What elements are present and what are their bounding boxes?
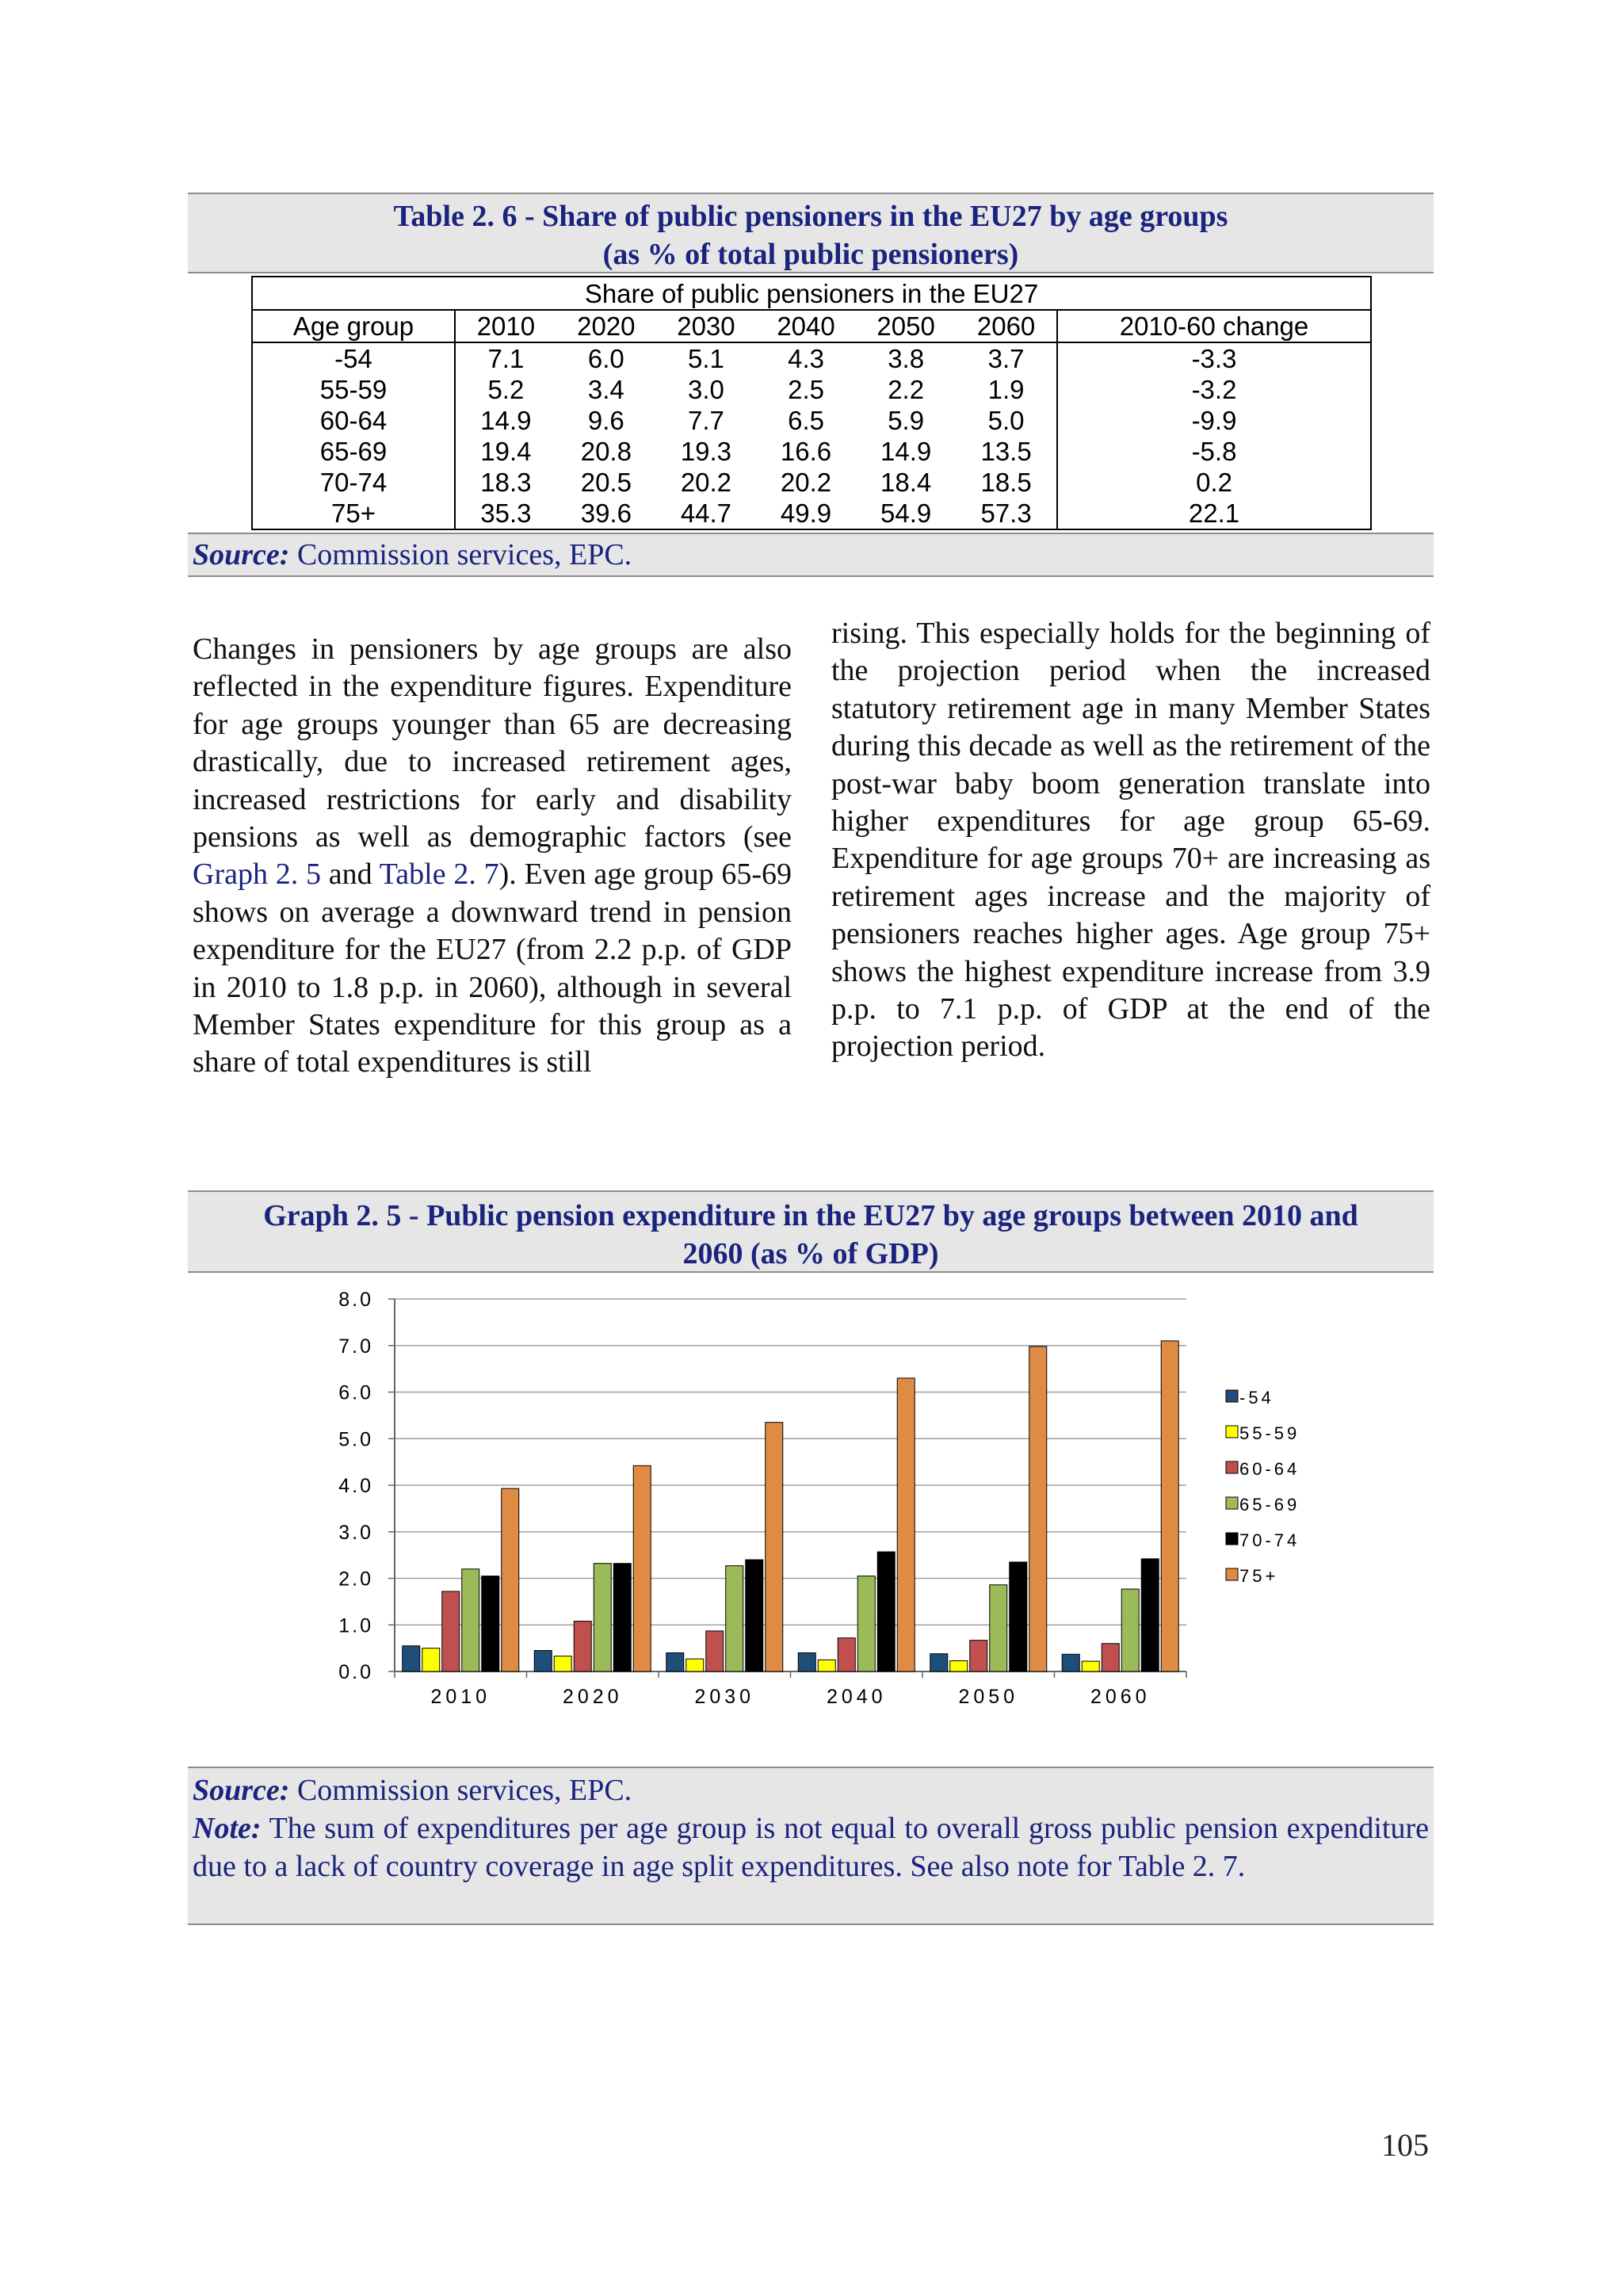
table-cell: 3.0 — [688, 375, 724, 404]
table-cell: 55-59 — [252, 374, 455, 405]
table-cell: 19.3 — [680, 437, 732, 466]
x-tick-label: 2060 — [1090, 1686, 1151, 1708]
legend-label: 75+ — [1239, 1566, 1279, 1586]
y-tick-label: 6.0 — [338, 1381, 373, 1404]
table-cell: 3.7 — [987, 344, 1025, 373]
table-cell: -9.9 — [1057, 405, 1371, 436]
body-text-right-column — [831, 615, 1430, 1066]
bar-75+-2060 — [1161, 1341, 1178, 1671]
bar-65-69-2030 — [726, 1566, 743, 1671]
graph-title-line1: Graph 2. 5 - Public pension expenditure in the EU27 by age groups between 2010 and — [263, 1199, 1358, 1232]
note-text: The sum of expenditures per age group is not equal to overall gross public pension expenditure due to a lack of country coverage in age split expenditures. See also note for Table 2. 7. — [193, 1812, 1429, 1883]
table-cell: 5.2 — [487, 375, 525, 404]
bar-70-74-2020 — [613, 1564, 631, 1671]
column-header: Age group — [252, 310, 455, 342]
bar-70-74-2050 — [1010, 1562, 1027, 1671]
body-text-left-column — [193, 631, 792, 1082]
bar-60-64-2060 — [1102, 1644, 1119, 1671]
legend-swatch-55-59 — [1226, 1426, 1238, 1438]
bar-65-69-2010 — [462, 1569, 479, 1671]
pensioners-share-table — [251, 276, 1372, 530]
bar-60-64-2020 — [574, 1622, 591, 1671]
table-cell: 7.7 — [688, 406, 724, 435]
table-cell: 14.9 — [880, 437, 932, 466]
x-tick-label: 2010 — [430, 1686, 491, 1708]
source-text: Commission services, EPC. — [289, 1774, 632, 1807]
table-cell: 20.2 — [780, 468, 832, 497]
page-number: 105 — [1381, 2127, 1429, 2163]
bar-55-59-2050 — [950, 1660, 968, 1671]
table-cell: 7.1 — [487, 344, 525, 373]
table-cell: 6.0 — [587, 344, 624, 373]
table-cell: 2.2 — [888, 375, 925, 404]
table-cell: 9.6 — [587, 406, 624, 435]
bar-75+-2040 — [897, 1378, 915, 1671]
bar-75+-2030 — [766, 1423, 783, 1671]
bar-75+-2010 — [502, 1488, 519, 1671]
graph-title — [188, 1190, 1434, 1273]
table-cell: 2.5 — [788, 375, 824, 404]
bar-55-59-2030 — [686, 1659, 704, 1671]
bar-70-74-2010 — [482, 1576, 499, 1671]
bar-70-74-2030 — [746, 1560, 763, 1671]
y-tick-label: 1.0 — [338, 1614, 373, 1637]
x-tick-label: 2050 — [958, 1686, 1019, 1708]
y-tick-label: 2.0 — [338, 1568, 373, 1591]
table-cell: 39.6 — [556, 498, 656, 529]
table-cell: 18.5 — [980, 468, 1032, 497]
table-cell: 57.3 — [956, 498, 1057, 529]
graph-source-and-note — [188, 1767, 1434, 1925]
table-row — [252, 342, 1371, 374]
table-row — [252, 436, 1371, 467]
bar--54-2040 — [798, 1653, 815, 1672]
legend-label: 60-64 — [1239, 1459, 1300, 1479]
table-cell: -54 — [252, 342, 455, 374]
graph-reference-link[interactable]: Graph 2. 5 — [193, 858, 322, 892]
table-cell: -3.2 — [1057, 374, 1371, 405]
table-cell: 3.8 — [888, 344, 925, 373]
y-tick-label: 4.0 — [338, 1475, 373, 1497]
column-header: 2040 — [756, 310, 856, 342]
body-text: ). Even age group 65-69 shows on average a downward trend in pension expenditure for the EU27 (from 2.2 p.p. of GDP in 2010 to 1.8 p.p. in 2060), although in several Member States expenditure for this group as a share of total expenditures is still — [193, 858, 792, 1079]
bar-70-74-2040 — [877, 1552, 895, 1671]
bar--54-2030 — [666, 1653, 684, 1672]
table-cell: 22.1 — [1057, 498, 1371, 529]
table-cell: -5.8 — [1057, 436, 1371, 467]
table-inner-title: Share of public pensioners in the EU27 — [252, 277, 1371, 310]
column-header: 2020 — [556, 310, 656, 342]
column-header: 2010 — [455, 310, 556, 342]
table-cell: 5.0 — [987, 406, 1025, 435]
legend-label: 65-69 — [1239, 1495, 1300, 1515]
bar-55-59-2060 — [1082, 1661, 1099, 1671]
table-cell: 65-69 — [252, 436, 455, 467]
y-tick-label: 8.0 — [338, 1289, 373, 1311]
table-cell: 44.7 — [656, 498, 756, 529]
legend-swatch-75+ — [1226, 1568, 1238, 1580]
table-cell: 20.8 — [580, 437, 632, 466]
legend-label: 70-74 — [1239, 1530, 1300, 1550]
table-cell: 6.5 — [788, 406, 824, 435]
legend-label: 55-59 — [1239, 1423, 1300, 1443]
source-text: Commission services, EPC. — [289, 538, 632, 571]
bar-65-69-2050 — [990, 1585, 1007, 1671]
x-tick-label: 2040 — [826, 1686, 887, 1708]
bar-60-64-2040 — [838, 1638, 855, 1671]
bar-60-64-2050 — [970, 1641, 987, 1671]
table-cell: 13.5 — [980, 437, 1032, 466]
column-header: 2030 — [656, 310, 756, 342]
table-cell: 19.4 — [480, 437, 532, 466]
table-title — [188, 193, 1434, 273]
source-label: Source: — [193, 538, 290, 571]
table-cell: 3.4 — [587, 375, 624, 404]
bar--54-2010 — [403, 1646, 420, 1671]
graph-title-line2: 2060 (as % of GDP) — [682, 1237, 939, 1270]
source-label: Source: — [193, 1774, 290, 1807]
table-cell: 60-64 — [252, 405, 455, 436]
table-cell: 18.3 — [480, 468, 532, 497]
table-cell: 4.3 — [788, 344, 824, 373]
table-cell: 20.2 — [680, 468, 732, 497]
bar--54-2020 — [534, 1651, 552, 1671]
note-label: Note: — [193, 1812, 262, 1845]
table-cell: 14.9 — [480, 406, 532, 435]
table-cell: 16.6 — [780, 437, 832, 466]
column-header: 2060 — [956, 310, 1057, 342]
table-title-line1: Table 2. 6 - Share of public pensioners in the EU27 by age groups — [393, 200, 1228, 233]
table-cell: 54.9 — [856, 498, 956, 529]
body-text: rising. This especially holds for the beginning of the projection period when the increased statutory retirement age in many Member States during this decade as well as the retirement of the post-war baby boom generation translate into higher expenditures for age group 65-69. Expenditure for age groups 70+ are increasing as retirement ages increase and the majority of pensioners reaches higher ages. Age group 75+ shows the highest expenditure increase from 3.9 p.p. to 7.1 p.p. of GDP at the end of the projection period. — [831, 617, 1430, 1064]
column-header: 2050 — [856, 310, 956, 342]
table-cell: 5.9 — [888, 406, 925, 435]
x-tick-label: 2030 — [694, 1686, 755, 1708]
table-row — [252, 498, 1371, 529]
table-row — [252, 467, 1371, 498]
bar-75+-2050 — [1029, 1347, 1047, 1671]
bar-70-74-2060 — [1141, 1559, 1159, 1671]
table-row — [252, 374, 1371, 405]
table-cell: 70-74 — [252, 467, 455, 498]
body-text: and — [321, 858, 380, 892]
bar-60-64-2030 — [706, 1631, 724, 1671]
bar--54-2050 — [930, 1654, 948, 1671]
bar-55-59-2010 — [422, 1648, 440, 1671]
table-cell: 5.1 — [688, 344, 724, 373]
table-cell: 20.5 — [580, 468, 632, 497]
bar-55-59-2020 — [554, 1656, 571, 1671]
bar-65-69-2040 — [857, 1576, 875, 1671]
table-title-line2: (as % of total public pensioners) — [602, 238, 1019, 271]
bar-75+-2020 — [633, 1465, 651, 1671]
table-cell: -3.3 — [1057, 342, 1371, 374]
table-reference-link[interactable]: Table 2. 7 — [379, 858, 499, 892]
table-source — [188, 533, 1434, 577]
legend-swatch-70-74 — [1226, 1533, 1238, 1545]
body-text: Changes in pensioners by age groups are also reflected in the expenditure figures. Expenditure for age groups younger than 65 are decreasing drastically, due to increased retirement ages, increased restrictions for early and disability pensions as well as demographic factors (see — [193, 632, 792, 854]
legend-label: -54 — [1239, 1388, 1274, 1408]
bar-55-59-2040 — [818, 1660, 835, 1671]
table-cell: 0.2 — [1057, 467, 1371, 498]
table-cell: 1.9 — [987, 375, 1025, 404]
y-tick-label: 5.0 — [338, 1428, 373, 1451]
legend-swatch-65-69 — [1226, 1497, 1238, 1509]
x-tick-label: 2020 — [562, 1686, 623, 1708]
table-cell: 18.4 — [880, 468, 932, 497]
y-tick-label: 7.0 — [338, 1335, 373, 1358]
column-header: 2010-60 change — [1057, 310, 1371, 342]
bar--54-2060 — [1062, 1654, 1079, 1671]
table-row — [252, 405, 1371, 436]
legend-swatch-60-64 — [1226, 1461, 1238, 1473]
bar-65-69-2020 — [594, 1564, 611, 1671]
bar-60-64-2010 — [442, 1591, 460, 1671]
y-tick-label: 0.0 — [338, 1661, 373, 1683]
bar-65-69-2060 — [1121, 1589, 1139, 1671]
legend-swatch--54 — [1226, 1390, 1238, 1402]
y-tick-label: 3.0 — [338, 1521, 373, 1544]
table-cell: 75+ — [252, 498, 455, 529]
expenditure-bar-chart — [188, 1273, 1434, 1717]
table-cell: 35.3 — [455, 498, 556, 529]
table-cell: 49.9 — [756, 498, 856, 529]
